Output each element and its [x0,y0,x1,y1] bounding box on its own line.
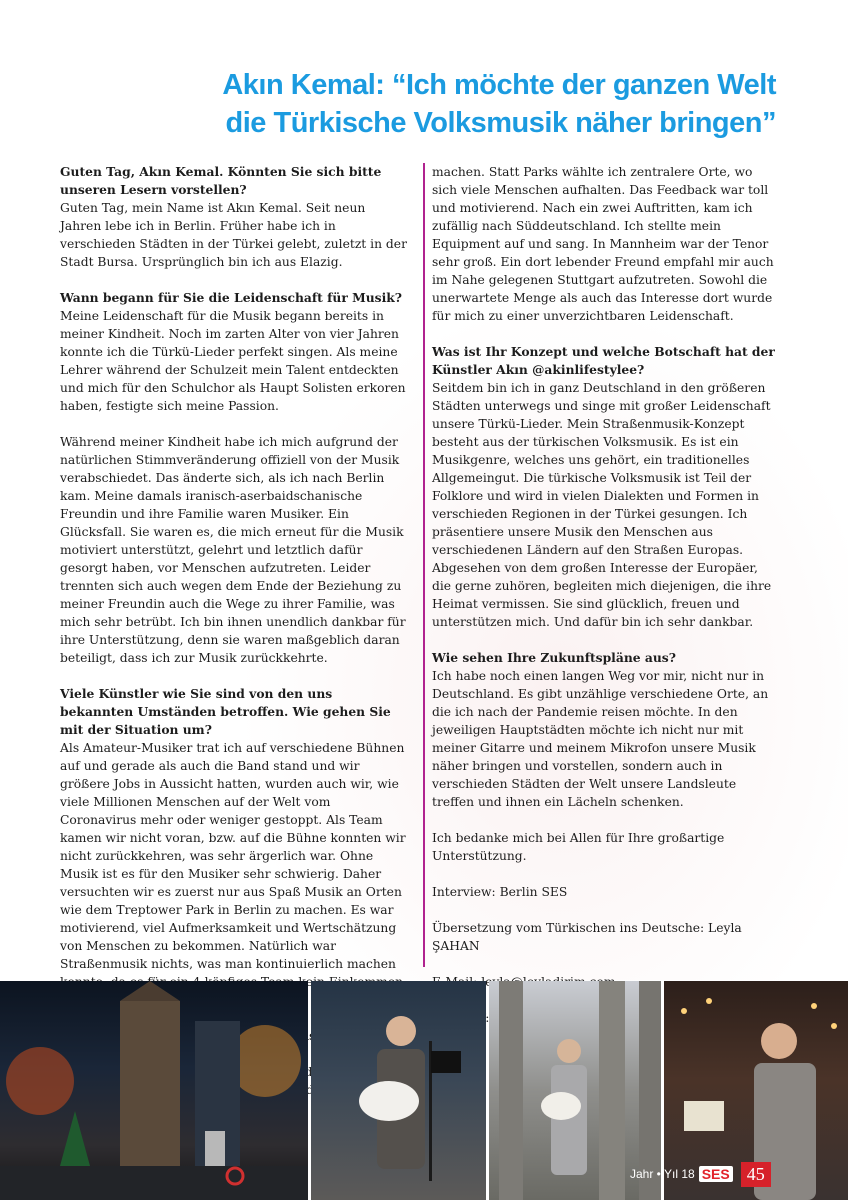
title-line-2: die Türkische Volksmusik näher bringen” [225,107,776,139]
page-footer [630,1160,771,1188]
ses-logo: SES [699,1166,733,1182]
issue-label: Jahr • Yıl 18 [630,1167,695,1181]
answer: Guten Tag, mein Name ist Akın Kemal. Seit neun Jahren lebe ich in Berlin. Früher habe ich in verschieden Städten in der Türkei gelebt, zuletzt in der Stadt Bursa. Ursprünglich bin ich aus Elazig. [60,201,407,269]
question: Guten Tag, Akın Kemal. Könnten Sie sich bitte unseren Lesern vorstellen? [60,164,382,197]
question: Wann begann für Sie die Leidenschaft für Musik? [60,290,402,305]
question: Wie sehen Ihre Zukunftspläne aus? [432,650,676,665]
answer: Als Amateur-Musiker trat ich auf verschiedene Bühnen auf und gerade als auch die Band stand und wir größere Jobs in Aussicht hatten, wurden auch wir, wie viele Millionen Menschen auf der Welt vom Coronavirus mehr oder weniger gestoppt. Als Team kamen wir nicht voran, bzw. auf die Bühne konnten wir nicht zurückkehren, was sehr ärgerlich war. Ohne Musik ist es für den Musiker sehr schwierig. Daher versuchten wir es zuerst nur aus Spaß Musik an Orten wie dem Treptower Park in Berlin zu machen. Es war motivierend, viel Aufmerksamkeit und Wertschätzung von Menschen zu bekommen. Natürlich war Straßenmusik nichts, was man kontinuierlich machen [60,741,406,971]
answer: Seitdem bin ich in ganz Deutschland in den größeren Städten unterwegs und singe mit großer Leidenschaft unsere Türkü-Lieder. Mein Straßenmusik-Konzept besteht aus der türkischen Volksmusik. Es ist ein Musikgenre, welches uns gehört, ein traditionelles Allgemeingut. Die türkische Volksmusik ist Teil der Folklore und wird in vielen Dialekten und Formen in verschieden Regionen in der Türkei gesungen. Ich präsentiere unsere Musik den Menschen aus verschiedenen Ländern auf den Straßen Europas. Abgesehen von dem großen Interesse der Europäer, die gerne zuhören, begleiten mich diejenigen, die ihre Heimat vermissen. Sie sind glücklich, freuen und unterstützen mich. Und dafür bin ich sehr dankbar. [432,381,772,629]
church-night-illustration [0,981,308,1200]
page-number: 45 [741,1162,771,1187]
photo-singer-guitar [311,981,486,1200]
right-column [432,163,780,1045]
singer-guitar-illustration [311,981,486,1200]
answer: Ich habe noch einen langen Weg vor mir, nicht nur in Deutschland. Es gibt unzählige verschiedene Orte, an die ich nach der Pandemie reisen möchte. In den jeweiligen Hauptstädten möchte ich nicht nur mit meiner Gitarre und meinem Mikrofon unsere Musik näher bringen und vorstellen, sondern auch in verschieden Städten der Welt unsere Landsleute treffen und ihnen ein Lächeln schenken. [432,669,769,809]
credit-translation: Übersetzung vom Türkischen ins Deutsche: Leyla ŞAHAN [432,921,742,953]
answer: machen. Statt Parks wählte ich zentralere Orte, wo sich viele Menschen aufhalten. Das Feedback war toll und motivierend. Nach ein zwei Auftritten, kam ich zufällig nach Süddeutschland. Ich stellte mein Equipment auf und sang. In Mannheim war der Tenor sehr groß. Ein dort lebender Freund empfahl mir auch im Nahe gelegenen Stuttgart aufzutreten. Sowohl die unerwartete Menge als auch das Interesse dort wurde für mich zu einer unverzichtbaren Leidenschaft. [432,165,774,323]
title-line-1: Akın Kemal: “Ich möchte der ganzen Welt [222,69,776,101]
column-divider [423,163,425,967]
question: Viele Künstler wie Sie sind von den uns bekannten Umständen betroffen. Wie gehen Sie mit der Situation um? [60,686,391,737]
article-title [56,66,776,142]
question: Was ist Ihr Konzept und welche Botschaft hat der Künstler Akın @akinlifestylee? [432,344,775,377]
photo-church-night [0,981,308,1200]
answer: Während meiner Kindheit habe ich mich aufgrund der natürlichen Stimmveränderung offiziell von der Musik verabschiedet. Das änderte sich, als ich nach Berlin kam. Meine damals iranisch-aserbaidschanische Freundin und ihre Familie waren Musiker. Ein Glücksfall. Sie waren es, die mich erneut für die Musik motiviert unterstützt, gelehrt und letztlich dafür gesorgt haben, vor Menschen aufzutreten. Leider trennten sich auch wegen dem Ende der Beziehung zu meiner Freundin auch die Wege zu ihrer Familie, was mich sehr betrübt. Ich bin ihnen unendlich dankbar für ihre Unterstützung, denn sie waren maßgeblich daran beteiligt, dass ich zur Musik zurückkehrte. [60,435,406,665]
credit-interview: Interview: Berlin SES [432,885,568,899]
closing-thanks: Ich bedanke mich bei Allen für Ihre großartige Unterstützung. [432,831,725,863]
answer: Meine Leidenschaft für die Musik begann bereits in meiner Kindheit. Noch im zarten Alter von vier Jahren konnte ich die Türkü-Lieder perfekt singen. Als meine Lehrer während der Schulzeit mein Talent entdeckten und mich für den Schulchor als Haupt Solisten erkoren haben, festigte sich meine Passion. [60,309,406,413]
